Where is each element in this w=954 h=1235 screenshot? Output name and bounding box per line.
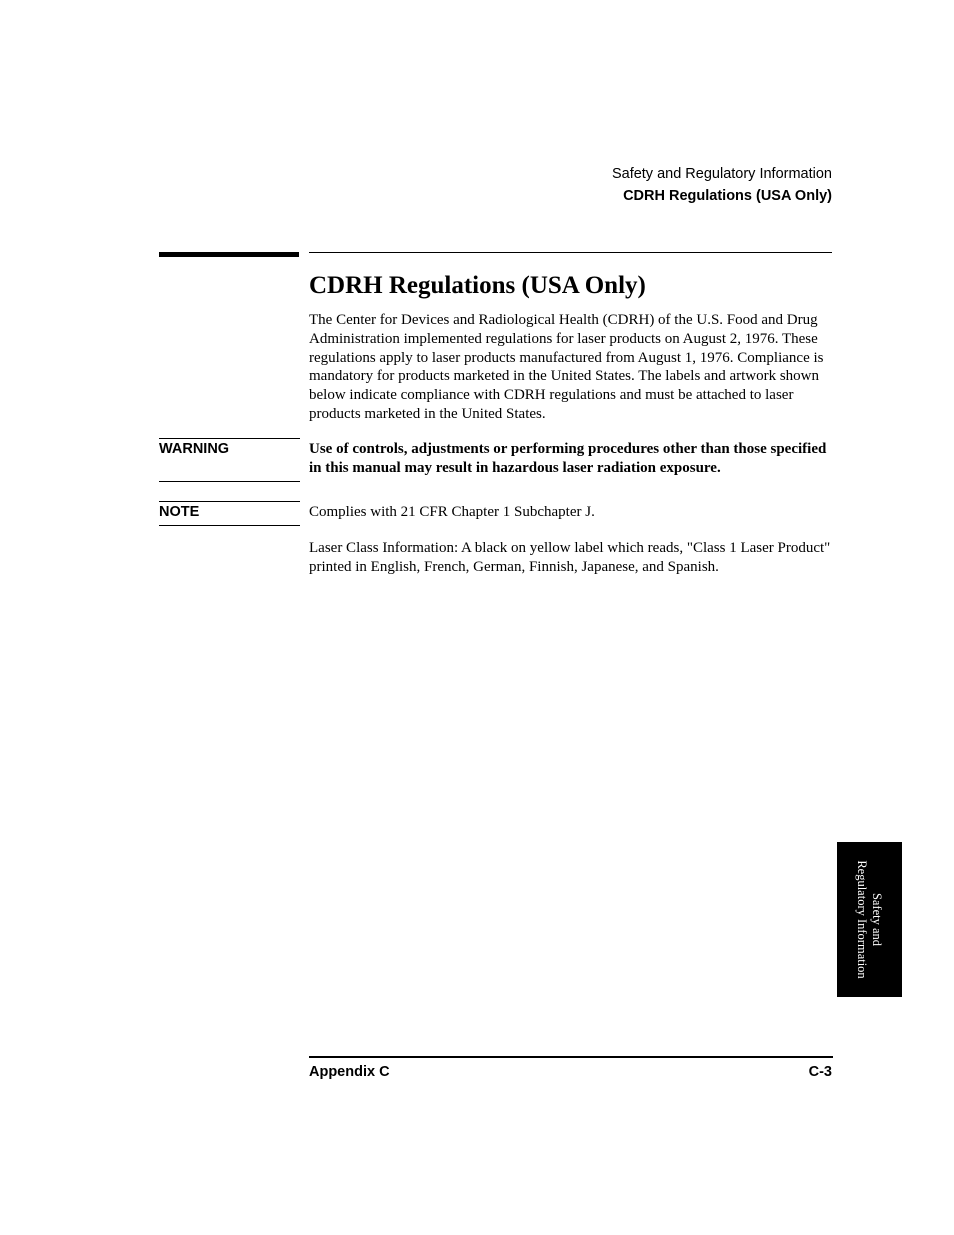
running-head-section: Safety and Regulatory Information xyxy=(611,166,832,182)
note-label: NOTE xyxy=(159,504,200,520)
thumb-tab-line-1: Safety and xyxy=(870,892,884,947)
running-head-chapter: CDRH Regulations (USA Only) xyxy=(623,188,832,204)
thumb-tab xyxy=(837,842,902,997)
footer-rule xyxy=(309,1056,833,1058)
section-rule-thin xyxy=(309,252,832,253)
note-rule-top xyxy=(159,501,300,502)
laser-class-paragraph: Laser Class Information: A black on yellow label which reads, "Class 1 Laser Product" printed in English, French, German, Finnish, Japanese, and Spanish. xyxy=(309,540,831,575)
note-text: Complies with 21 CFR Chapter 1 Subchapter J. xyxy=(309,504,595,520)
section-rule-thick xyxy=(159,252,299,257)
warning-rule-bottom xyxy=(159,481,300,482)
page-title: CDRH Regulations (USA Only) xyxy=(309,272,646,299)
footer-appendix: Appendix C xyxy=(309,1064,390,1080)
footer-page-number: C-3 xyxy=(808,1064,832,1080)
intro-paragraph: The Center for Devices and Radiological Health (CDRH) of the U.S. Food and Drug Administration implemented regulations for laser products on August 2, 1976. These regulations apply to laser products manufactured from August 1, 1976. Compliance is mandatory for products marketed in the United States. The labels and artwork shown below indicate compliance with CDRH regulations and must be attached to laser products marketed in the United States. xyxy=(309,312,824,422)
warning-text: Use of controls, adjustments or performing procedures other than those specified in this manual may result in hazardous laser radiation exposure. xyxy=(309,441,827,476)
thumb-tab-line-2: Regulatory Information xyxy=(855,860,870,979)
note-rule-bottom xyxy=(159,525,300,526)
warning-label: WARNING xyxy=(159,441,230,457)
warning-rule-top xyxy=(159,438,300,439)
thumb-tab-text xyxy=(837,842,902,997)
